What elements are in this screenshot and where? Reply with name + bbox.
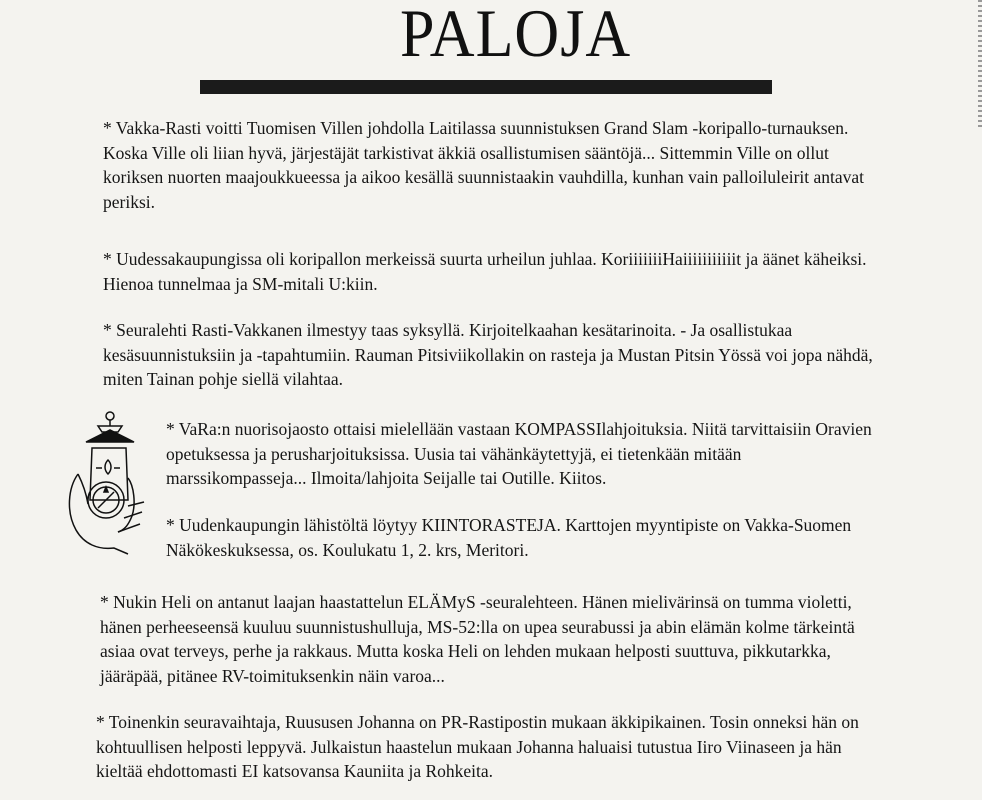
news-item-vakka-rasti: * Vakka-Rasti voitti Tuomisen Villen johdolla Laitilassa suunnistuksen Grand Slam -koripallo-turnauksen. Koska Ville oli liian hyvä, järjestäjät tarkistivat äkkiä osallistumisen sääntöjä... Sittemmin Ville on ollut koriksen nuorten maajoukkueessa ja aikoo kesällä suunnistaakin vauhdilla, kunhan vain palloiluleirit antavat periksi. [103, 118, 865, 212]
masthead-title: PALOJA [400, 0, 632, 72]
news-item-kompassit: * VaRa:n nuorisojaosto ottaisi mielellään vastaan KOMPASSIlahjoituksia. Niitä tarvittaisiin Oravien opetuksessa ja perusharjoituksissa. Uusia tai vähänkäytettyjä, ei tietenkään mitään marssikompasseja... Ilmoita/lahjoita Seijalle tai Outille. Kiitos. [166, 419, 872, 488]
news-item-johanna: * Toinenkin seuravaihtaja, Ruususen Johanna on PR-Rastipostin mukaan äkkipikainen. Tosin onneksi hän on kohtuullisen helposti leppyvä. Julkaistun haastelun mukaan Johanna haluaisi tutustua Iiro Viinaseen ja hän kieltää ehdottomasti EI katsovansa Kauniita ja Rohkeita. [96, 712, 859, 781]
hand-holding-compass-icon [58, 408, 168, 558]
news-item-kiintorastit: * Uudenkaupungin lähistöltä löytyy KIINTORASTEJA. Karttojen myyntipiste on Vakka-Suomen Näkökeskuksessa, os. Koulukatu 1, 2. krs, Meritori. [166, 515, 852, 560]
news-item-heli: * Nukin Heli on antanut laajan haastattelun ELÄMyS -seuralehteen. Hänen mielivärinsä on tumma violetti, hänen perheeseensä kuuluu suunnistushulluja, MS-52:lla on upea seurabussi ja abin elämän kolme tärkeintä asiaa ovat terveys, perhe ja rakkaus. Mutta koska Heli on lehden mukaan helposti suuttuva, pikkutarkka, jääräpää, pitänee RV-toimituksenkin näin varoa... [100, 592, 855, 686]
news-item-koripallo: * Uudessakaupungissa oli koripallon merkeissä suurta urheilun juhlaa. KoriiiiiiiHaiiiiiiiiiiit ja äänet käheiksi. Hienoa tunnelmaa ja SM-mitali U:kiin. [103, 249, 867, 294]
masthead-bar [200, 80, 772, 94]
edge-decoration [978, 0, 982, 130]
news-item-seuralehti: * Seuralehti Rasti-Vakkanen ilmestyy taas syksyllä. Kirjoitelkaahan kesätarinoita. - Ja osallistukaa kesäsuunnistuksiin ja -tapahtumiin. Rauman Pitsiviikollakin on rasteja ja Mustan Pitsin Yössä voi jopa nähdä, miten Tainan pohje siellä vilahtaa. [103, 320, 873, 389]
